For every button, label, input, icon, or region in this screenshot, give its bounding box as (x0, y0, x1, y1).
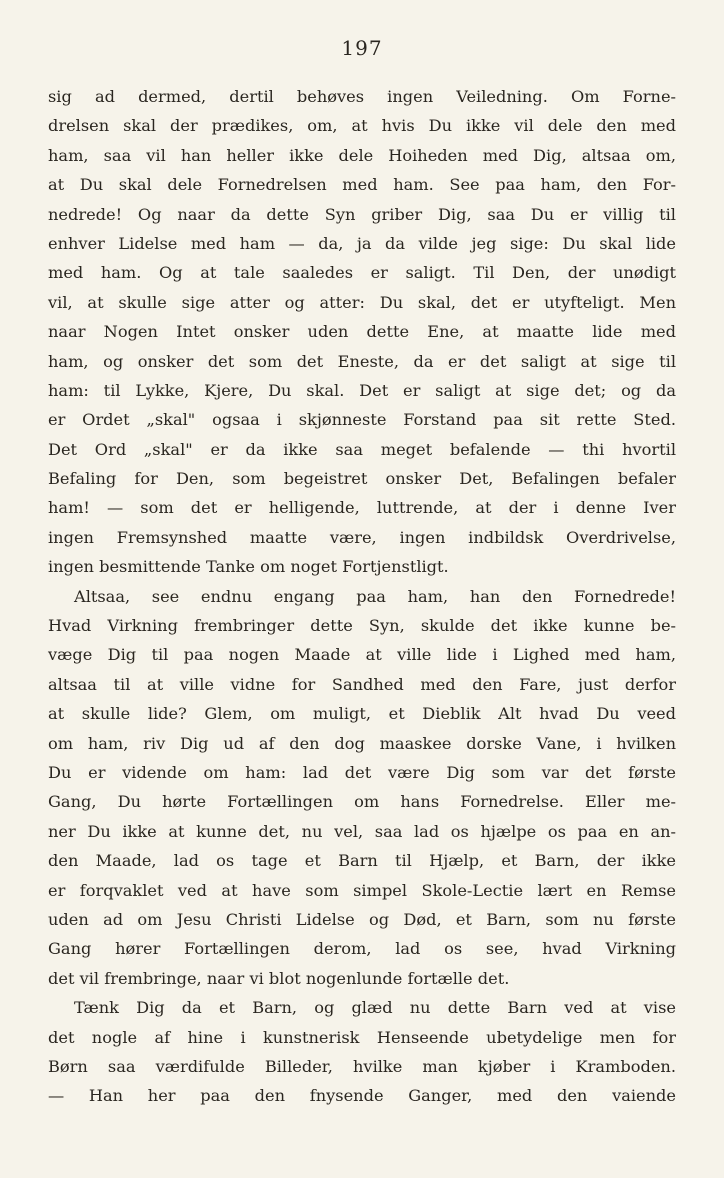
text-line: Du er vidende om ham: lad det være Dig som var det første (48, 762, 676, 782)
text-line: er Ordet „skal" ogsaa i skjønneste Forstand paa sit rette Sted. (48, 410, 676, 430)
text-line: ner Du ikke at kunne det, nu vel, saa lad os hjælpe os paa en an- (48, 821, 676, 841)
text-line: ingen besmittende Tanke om noget Fortjenstligt. (48, 557, 449, 577)
text-line: at Du skal dele Fornedrelsen med ham. See paa ham, den For- (48, 175, 676, 195)
text-line: vil, at skulle sige atter og atter: Du skal, det er utyfteligt. Men (48, 292, 676, 312)
text-line: ingen Fremsynshed maatte være, ingen indbildsk Overdrivelse, (48, 527, 676, 547)
text-line: Børn saa værdifulde Billeder, hvilke man kjøber i Kramboden. (48, 1056, 676, 1076)
text-line: Befaling for Den, som begeistret onsker Det, Befalingen befaler (48, 469, 676, 489)
text-line: er forqvaklet ved at have som simpel Skole-Lectie lært en Remse (48, 880, 676, 900)
text-line: at skulle lide? Glem, om muligt, et Dieblik Alt hvad Du veed (48, 704, 676, 724)
text-line: uden ad om Jesu Christi Lidelse og Død, et Barn, som nu første (48, 909, 676, 929)
body-text (48, 82, 676, 1111)
text-line: det nogle af hine i kunstnerisk Henseende ubetydelige men for (48, 1027, 676, 1047)
text-line: sig ad dermed, dertil behøves ingen Veiledning. Om Forne- (48, 87, 676, 106)
text-line: naar Nogen Intet onsker uden dette Ene, at maatte lide med (48, 322, 676, 342)
text-line: enhver Lidelse med ham — da, ja da vilde jeg sige: Du skal lide (48, 233, 676, 253)
text-line: det vil frembringe, naar vi blot nogenlunde fortælle det. (48, 968, 510, 988)
text-line: drelsen skal der prædikes, om, at hvis Du ikke vil dele den med (48, 116, 676, 136)
page-number: 197 (341, 36, 383, 60)
text-line: Tænk Dig da et Barn, og glæd nu dette Barn ved at vise (74, 998, 676, 1018)
text-line: med ham. Og at tale saaledes er saligt. Til Den, der unødigt (48, 263, 676, 283)
text-line: den Maade, lad os tage et Barn til Hjælp, et Barn, der ikke (48, 851, 676, 871)
text-line: ham! — som det er helligende, luttrende, at der i denne Iver (48, 498, 676, 518)
text-line: Altsaa, see endnu engang paa ham, han den Fornedrede! (74, 586, 676, 606)
text-line: nedrede! Og naar da dette Syn griber Dig, saa Du er villig til (48, 204, 676, 224)
text-line: ham, saa vil han heller ikke dele Hoiheden med Dig, altsaa om, (48, 145, 676, 165)
text-line: — Han her paa den fnysende Ganger, med den vaiende (48, 1086, 676, 1106)
text-line: Det Ord „skal" er da ikke saa meget befalende — thi hvortil (48, 439, 676, 459)
text-line: Gang, Du hørte Fortællingen om hans Fornedrelse. Eller me- (48, 792, 676, 812)
text-line: om ham, riv Dig ud af den dog maaskee dorske Vane, i hvilken (48, 733, 676, 753)
text-line: væge Dig til paa nogen Maade at ville lide i Lighed med ham, (48, 645, 676, 665)
text-line: Gang hører Fortællingen derom, lad os see, hvad Virkning (48, 939, 676, 959)
text-line: ham: til Lykke, Kjere, Du skal. Det er saligt at sige det; og da (48, 380, 676, 400)
text-line: Hvad Virkning frembringer dette Syn, skulde det ikke kunne be- (48, 616, 676, 636)
text-line: altsaa til at ville vidne for Sandhed med den Fare, just derfor (48, 674, 676, 694)
text-line: ham, og onsker det som det Eneste, da er det saligt at sige til (48, 351, 676, 371)
